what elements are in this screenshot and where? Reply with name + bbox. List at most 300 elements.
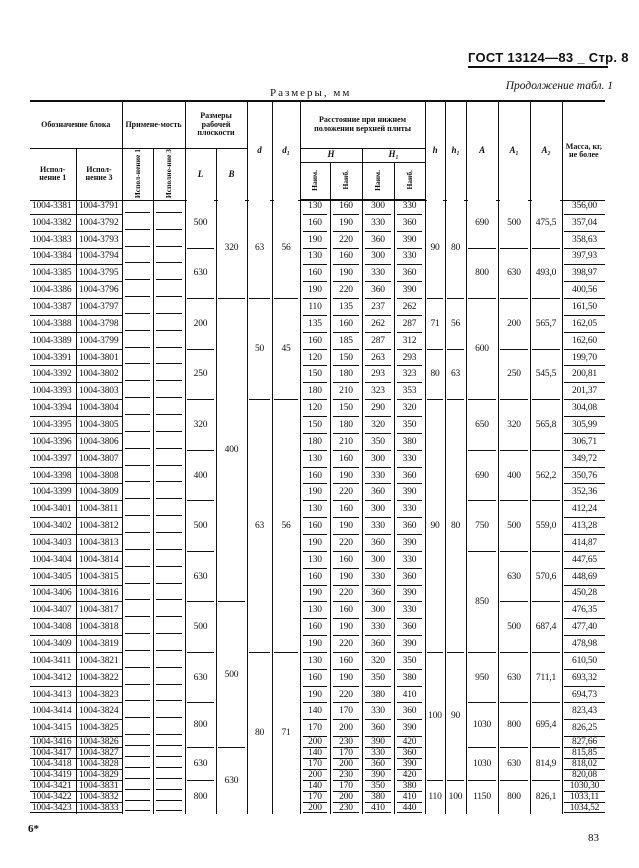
distance-h1max: 323 [397,367,422,384]
distance-h1min: 330 [365,265,391,282]
column-divider [362,198,363,814]
distance-h1min: 380 [365,687,391,704]
distance-h1max: 380 [397,670,422,687]
dash-line [156,810,182,811]
mass-value: 200,81 [564,367,605,384]
block-version3-id: 1004-3827 [77,748,122,759]
block-version3-id: 1004-3792 [77,215,122,232]
distance-hmin: 180 [303,383,327,400]
dash-line [156,599,182,600]
distance-h1min: 380 [365,792,391,803]
dash-line [156,633,182,634]
applicability-app2-blank [153,333,185,350]
dash-line [125,229,150,230]
distance-hmax: 180 [333,417,359,434]
dash-line [156,363,182,364]
header-distance: Расстояние при нижнем положении верхней плиты [300,101,425,148]
mass-value: 826,25 [564,720,605,737]
distance-h1min: 360 [365,282,391,299]
block-version1-id: 1004-3419 [30,770,76,781]
header-applicability: Примене-мость [122,101,185,148]
distance-hmin: 140 [303,704,327,721]
dash-line [125,448,150,449]
column-divider [330,198,331,814]
dimension-a2: 814,9 [532,748,560,781]
block-version3-id: 1004-3801 [77,350,122,367]
dimension-a: 600 [468,299,496,400]
block-version1-id: 1004-3391 [30,350,76,367]
distance-h1min: 262 [365,316,391,333]
applicability-app1-blank [122,299,153,316]
applicability-app1-blank [122,792,153,803]
block-version3-id: 1004-3811 [77,501,122,518]
block-version3-id: 1004-3796 [77,282,122,299]
column-divider [300,198,301,814]
block-version1-id: 1004-3383 [30,232,76,249]
dash-line [156,246,182,247]
applicability-app2-blank [153,451,185,468]
header-H-max: Наиб. [341,170,351,190]
applicability-app1-blank [122,670,153,687]
dash-line [156,745,182,746]
distance-h1max: 360 [397,619,422,636]
dash-line [156,800,182,801]
distance-h1max: 390 [397,484,422,501]
dimension-a1: 630 [500,748,528,781]
dash-line [125,212,150,213]
distance-h1max: 390 [397,720,422,737]
distance-h1max: 390 [397,586,422,603]
column-divider [394,198,395,814]
applicability-app1-blank [122,720,153,737]
mass-value: 349,72 [564,451,605,468]
distance-hmin: 160 [303,215,327,232]
applicability-app2-blank [153,720,185,737]
distance-h1max: 440 [397,803,422,814]
dash-line [125,800,150,801]
mass-value: 357,04 [564,215,605,232]
header-H1-min: Наим. [373,169,383,191]
dimension-a1: 320 [500,400,528,451]
distance-hmax: 220 [333,282,359,299]
block-version1-id: 1004-3405 [30,569,76,586]
distance-h1min: 360 [365,720,391,737]
column-divider [425,198,426,814]
distance-hmax: 230 [333,737,359,748]
dash-line [156,465,182,466]
distance-h1min: 300 [365,602,391,619]
dimension-h: 71 [427,299,443,350]
dimension-a2: 565,8 [532,400,560,451]
block-version3-id: 1004-3819 [77,636,122,653]
block-version3-id: 1004-3817 [77,602,122,619]
dimension-h1: 80 [447,400,464,653]
applicability-app1-blank [122,468,153,485]
dimension-a1: 630 [500,552,528,603]
header-H1: H₁ [362,148,425,162]
distance-hmin: 130 [303,249,327,266]
mass-value: 450,28 [564,586,605,603]
distance-hmin: 160 [303,333,327,350]
applicability-app2-blank [153,215,185,232]
mass-value: 447,65 [564,552,605,569]
distance-h1max: 330 [397,249,422,266]
block-version1-id: 1004-3382 [30,215,76,232]
dimension-d1: 45 [274,299,298,400]
applicability-app2-blank [153,552,185,569]
distance-hmax: 160 [333,602,359,619]
distance-hmin: 135 [303,316,327,333]
mass-value: 199,70 [564,350,605,367]
dimension-l: 500 [187,198,214,249]
dash-line [125,313,150,314]
distance-h1max: 353 [397,383,422,400]
dimension-l: 630 [187,249,214,300]
distance-h1min: 390 [365,770,391,781]
distance-hmin: 130 [303,198,327,215]
dash-line [156,767,182,768]
applicability-app1-blank [122,215,153,232]
applicability-app2-blank [153,198,185,215]
dimension-b: 630 [218,748,245,813]
applicability-app2-blank [153,350,185,367]
dimension-a: 650 [468,400,496,451]
applicability-app2-blank [153,468,185,485]
table-continuation-label: Продолжение табл. 1 [505,80,613,92]
distance-h1min: 320 [365,653,391,670]
dimension-a: 750 [468,501,496,552]
block-version3-id: 1004-3803 [77,383,122,400]
distance-h1min: 360 [365,232,391,249]
distance-hmax: 230 [333,803,359,814]
dimension-a1: 500 [500,602,528,653]
dash-line [156,532,182,533]
dimension-a: 1030 [468,704,496,749]
applicability-app1-blank [122,569,153,586]
applicability-app2-blank [153,687,185,704]
applicability-app2-blank [153,704,185,721]
distance-h1min: 300 [365,451,391,468]
distance-h1max: 293 [397,350,422,367]
distance-h1min: 330 [365,215,391,232]
distance-hmax: 200 [333,759,359,770]
applicability-app1-blank [122,484,153,501]
distance-hmax: 220 [333,484,359,501]
block-version3-id: 1004-3807 [77,451,122,468]
mass-value: 414,87 [564,535,605,552]
block-version1-id: 1004-3393 [30,383,76,400]
distance-h1min: 237 [365,299,391,316]
distance-h1min: 350 [365,434,391,451]
distance-hmin: 200 [303,737,327,748]
dash-line [156,448,182,449]
applicability-app1-blank [122,602,153,619]
block-version3-id: 1004-3824 [77,704,122,721]
distance-hmax: 170 [333,781,359,792]
column-divider [466,198,467,814]
applicability-app2-blank [153,602,185,619]
applicability-app2-blank [153,367,185,384]
applicability-app2-blank [153,586,185,603]
applicability-app1-blank [122,367,153,384]
dimension-a1: 200 [500,299,528,350]
dimension-a1: 630 [500,249,528,300]
dash-line [156,549,182,550]
mass-value: 412,24 [564,501,605,518]
distance-hmin: 160 [303,518,327,535]
block-version1-id: 1004-3415 [30,720,76,737]
dash-line [125,756,150,757]
distance-h1min: 300 [365,249,391,266]
mass-value: 827,66 [564,737,605,748]
dimension-h1: 56 [447,299,464,350]
dash-line [125,262,150,263]
applicability-app1-blank [122,803,153,814]
dimension-a: 800 [468,249,496,300]
block-version1-id: 1004-3409 [30,636,76,653]
distance-h1max: 330 [397,602,422,619]
dimension-b: 400 [218,299,245,602]
mass-value: 162,05 [564,316,605,333]
mass-value: 478,98 [564,636,605,653]
header-d1: d₁ [272,101,300,200]
table-body [30,198,605,823]
dimension-a2: 570,6 [532,552,560,603]
dimension-d1: 71 [274,653,298,814]
applicability-app1-blank [122,333,153,350]
dimension-h1: 63 [447,350,464,401]
block-version3-id: 1004-3829 [77,770,122,781]
dash-line [156,734,182,735]
distance-hmax: 190 [333,215,359,232]
distance-h1max: 330 [397,501,422,518]
distance-hmin: 190 [303,535,327,552]
dash-line [125,778,150,779]
distance-hmin: 170 [303,792,327,803]
applicability-app2-blank [153,265,185,282]
distance-h1max: 390 [397,636,422,653]
distance-h1min: 330 [365,619,391,636]
applicability-app2-blank [153,636,185,653]
distance-hmax: 160 [333,198,359,215]
dimension-h: 90 [427,198,443,299]
applicability-app1-blank [122,434,153,451]
block-version1-id: 1004-3421 [30,781,76,792]
header-A2: A₂ [530,101,562,200]
dash-line [125,810,150,811]
distance-h1max: 262 [397,299,422,316]
column-divider [498,198,499,814]
block-version3-id: 1004-3795 [77,265,122,282]
distance-hmin: 170 [303,720,327,737]
distance-hmin: 130 [303,602,327,619]
header-mass: Масса, кг, не более [562,101,605,200]
applicability-app1-blank [122,198,153,215]
block-version1-id: 1004-3399 [30,484,76,501]
block-version3-id: 1004-3822 [77,670,122,687]
dimension-d1: 56 [274,198,298,299]
dimension-d: 80 [249,653,270,814]
dash-line [156,330,182,331]
distance-h1min: 330 [365,518,391,535]
distance-h1min: 330 [365,569,391,586]
distance-hmax: 160 [333,316,359,333]
dash-line [156,397,182,398]
mass-value: 201,37 [564,383,605,400]
distance-hmax: 200 [333,720,359,737]
dash-line [156,789,182,790]
distance-h1max: 410 [397,792,422,803]
distance-h1max: 350 [397,653,422,670]
dash-line [156,700,182,701]
block-version3-id: 1004-3816 [77,586,122,603]
applicability-app2-blank [153,383,185,400]
distance-hmin: 190 [303,687,327,704]
applicability-app2-blank [153,737,185,748]
header-version3: Испол-нение 3 [76,148,122,200]
dimension-a: 690 [468,451,496,502]
applicability-app2-blank [153,748,185,759]
distance-h1min: 360 [365,586,391,603]
dimension-h: 90 [427,400,443,653]
dimension-h: 100 [427,653,443,781]
dimension-l: 500 [187,602,214,653]
distance-hmin: 160 [303,468,327,485]
dimension-l: 800 [187,781,214,814]
dash-line [156,778,182,779]
distance-hmin: 120 [303,350,327,367]
block-version3-id: 1004-3813 [77,535,122,552]
dash-line [125,397,150,398]
distance-hmax: 190 [333,670,359,687]
distance-hmin: 130 [303,552,327,569]
dash-line [156,481,182,482]
block-version3-id: 1004-3812 [77,518,122,535]
header-h1: h₁ [445,101,466,200]
distance-h1min: 360 [365,484,391,501]
block-version1-id: 1004-3413 [30,687,76,704]
block-version3-id: 1004-3793 [77,232,122,249]
block-version3-id: 1004-3808 [77,468,122,485]
distance-hmin: 190 [303,636,327,653]
distance-h1min: 287 [365,333,391,350]
distance-h1max: 360 [397,704,422,721]
dimension-l: 400 [187,451,214,502]
column-divider [272,198,273,814]
block-version1-id: 1004-3403 [30,535,76,552]
distance-hmax: 170 [333,748,359,759]
distance-h1max: 360 [397,468,422,485]
block-version3-id: 1004-3828 [77,759,122,770]
dash-line [125,700,150,701]
block-version1-id: 1004-3381 [30,198,76,215]
distance-h1max: 312 [397,333,422,350]
header-work-surface: Размеры рабочей плоскости [185,101,247,148]
block-version3-id: 1004-3814 [77,552,122,569]
mass-value: 815,85 [564,748,605,759]
block-version3-id: 1004-3825 [77,720,122,737]
block-version1-id: 1004-3417 [30,748,76,759]
block-version3-id: 1004-3804 [77,400,122,417]
distance-h1max: 420 [397,737,422,748]
distance-hmax: 190 [333,468,359,485]
distance-h1max: 360 [397,518,422,535]
applicability-app1-blank [122,451,153,468]
dash-line [125,246,150,247]
dimension-a2: 687,4 [532,602,560,653]
dash-line [125,767,150,768]
block-version1-id: 1004-3394 [30,400,76,417]
applicability-app1-blank [122,316,153,333]
block-version1-id: 1004-3385 [30,265,76,282]
dash-line [125,515,150,516]
dimension-a2: 493,0 [532,249,560,300]
dash-line [156,313,182,314]
distance-hmin: 150 [303,367,327,384]
dimension-h: 110 [427,781,443,814]
distance-h1min: 300 [365,198,391,215]
dash-line [125,380,150,381]
dash-line [125,414,150,415]
distance-hmin: 160 [303,619,327,636]
block-version1-id: 1004-3412 [30,670,76,687]
dash-line [125,330,150,331]
dash-line [125,296,150,297]
standard-underline [468,66,608,68]
block-version1-id: 1004-3404 [30,552,76,569]
dimension-a1: 500 [500,198,528,249]
distance-hmin: 200 [303,803,327,814]
block-version1-id: 1004-3397 [30,451,76,468]
dimension-l: 630 [187,748,214,781]
header-A1: A₁ [498,101,530,200]
distance-h1min: 410 [365,803,391,814]
applicability-app1-blank [122,518,153,535]
distance-hmin: 160 [303,265,327,282]
column-divider [216,198,217,814]
mass-value: 413,28 [564,518,605,535]
dash-line [156,212,182,213]
block-version3-id: 1004-3833 [77,803,122,814]
distance-hmax: 160 [333,552,359,569]
header-h: h [425,101,445,200]
mass-value: 610,50 [564,653,605,670]
mass-value: 823,43 [564,704,605,721]
dash-line [125,431,150,432]
distance-hmax: 190 [333,518,359,535]
mass-value: 162,60 [564,333,605,350]
distance-hmin: 150 [303,417,327,434]
header-H: H [300,148,362,162]
block-version3-id: 1004-3823 [77,687,122,704]
applicability-app1-blank [122,417,153,434]
distance-h1min: 360 [365,636,391,653]
applicability-app2-blank [153,484,185,501]
mass-value: 352,36 [564,484,605,501]
dimension-a1: 800 [500,781,528,814]
dash-line [125,465,150,466]
block-version1-id: 1004-3395 [30,417,76,434]
distance-hmax: 160 [333,653,359,670]
distance-h1min: 290 [365,400,391,417]
block-version1-id: 1004-3389 [30,333,76,350]
distance-h1min: 300 [365,501,391,518]
block-version3-id: 1004-3809 [77,484,122,501]
block-version3-id: 1004-3798 [77,316,122,333]
applicability-app1-blank [122,653,153,670]
mass-value: 397,93 [564,249,605,266]
applicability-app2-blank [153,232,185,249]
